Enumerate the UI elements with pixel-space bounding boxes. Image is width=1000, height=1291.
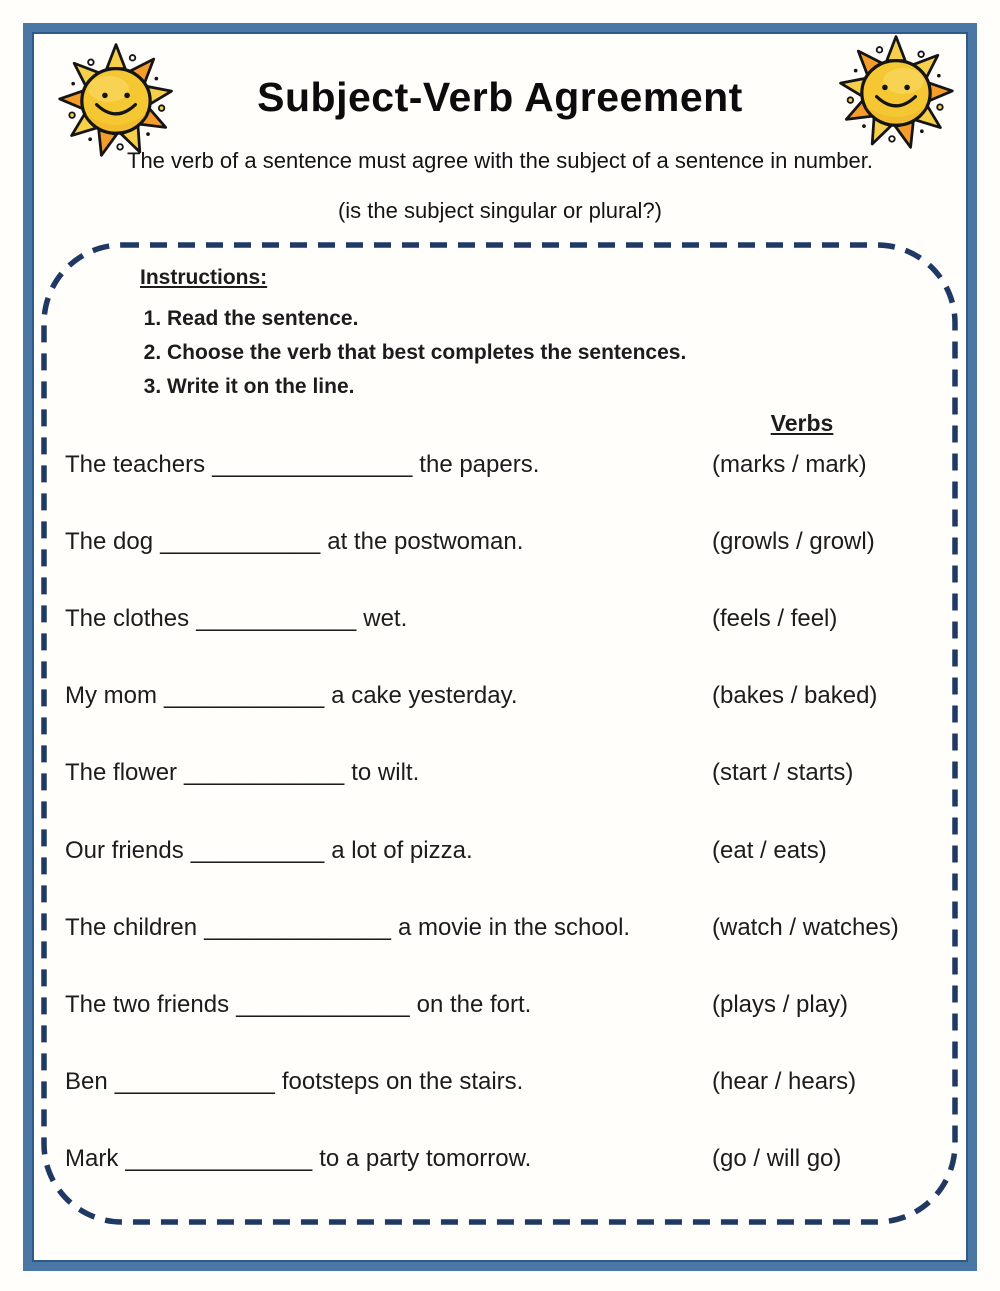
sentence-after: to a party tomorrow.	[319, 1145, 532, 1172]
answer-blank[interactable]: ______________	[125, 1145, 313, 1172]
answer-blank[interactable]: ____________	[184, 759, 345, 786]
sentence-before: The two friends	[65, 991, 230, 1018]
instruction-item: 1. Read the sentence.	[167, 302, 686, 336]
sentence-before: Our friends	[65, 837, 184, 864]
sentence-after: at the postwoman.	[327, 528, 524, 555]
sentence-after: to wilt.	[351, 759, 420, 786]
instruction-item: 2. Choose the verb that best completes the sentences.	[167, 336, 686, 370]
exercise-row	[65, 991, 960, 1019]
sentence-before: The dog	[65, 528, 154, 555]
answer-blank[interactable]: ____________	[160, 528, 321, 555]
exercise-row	[65, 1068, 960, 1096]
instruction-item: 3. Write it on the line.	[167, 370, 686, 404]
verb-choices: (eat / eats)	[712, 837, 827, 864]
verb-choices: (plays / play)	[712, 991, 849, 1018]
sentence-after: wet.	[363, 605, 408, 632]
sentence-before: My mom	[65, 682, 157, 709]
exercise-row	[65, 528, 960, 556]
verb-choices: (bakes / baked)	[712, 682, 878, 709]
verb-choices: (go / will go)	[712, 1145, 842, 1172]
answer-blank[interactable]: ____________	[164, 682, 325, 709]
verb-choices: (marks / mark)	[712, 451, 867, 478]
exercise-row	[65, 914, 960, 942]
sentence-before: Mark	[65, 1145, 119, 1172]
verb-choices: (watch / watches)	[712, 914, 899, 941]
answer-blank[interactable]: __________	[190, 837, 325, 864]
answer-blank[interactable]: ______________	[204, 914, 391, 941]
sentence-after: footsteps on the stairs.	[281, 1068, 524, 1095]
sentence-before: The children	[65, 914, 198, 941]
sentence-before: The clothes	[65, 605, 190, 632]
instructions-heading: Instructions:	[140, 266, 268, 289]
exercise-row	[65, 682, 960, 710]
exercise-row	[65, 1145, 960, 1173]
subtitle-question: (is the subject singular or plural?)	[337, 198, 663, 223]
verb-choices: (start / starts)	[712, 759, 854, 786]
exercise-row	[65, 759, 960, 787]
sentence-after: on the fort.	[416, 991, 532, 1018]
sentence-before: The flower	[65, 759, 178, 786]
sentence-before: Ben	[65, 1068, 108, 1095]
verb-choices: (growls / growl)	[712, 528, 875, 555]
subtitle: The verb of a sentence must agree with the subject of a sentence in number.	[127, 148, 873, 173]
sentence-after: a lot of pizza.	[331, 837, 473, 864]
verb-choices: (hear / hears)	[712, 1068, 857, 1095]
answer-blank[interactable]: _____________	[236, 991, 410, 1018]
sentence-after: a cake yesterday.	[331, 682, 518, 709]
answer-blank[interactable]: ____________	[114, 1068, 275, 1095]
answer-blank[interactable]: _______________	[212, 451, 413, 478]
exercise-row	[65, 837, 960, 865]
answer-blank[interactable]: ____________	[196, 605, 357, 632]
sentence-after: a movie in the school.	[397, 914, 631, 941]
sun-icon	[832, 32, 960, 152]
exercise-row	[65, 605, 960, 633]
verbs-column-header: Verbs	[770, 410, 834, 436]
sentence-before: The teachers	[65, 451, 206, 478]
page-title: Subject-Verb Agreement	[257, 74, 743, 120]
verb-choices: (feels / feel)	[712, 605, 838, 632]
sentence-after: the papers.	[419, 451, 540, 478]
instructions-list	[140, 302, 686, 404]
exercise-row	[65, 451, 960, 479]
